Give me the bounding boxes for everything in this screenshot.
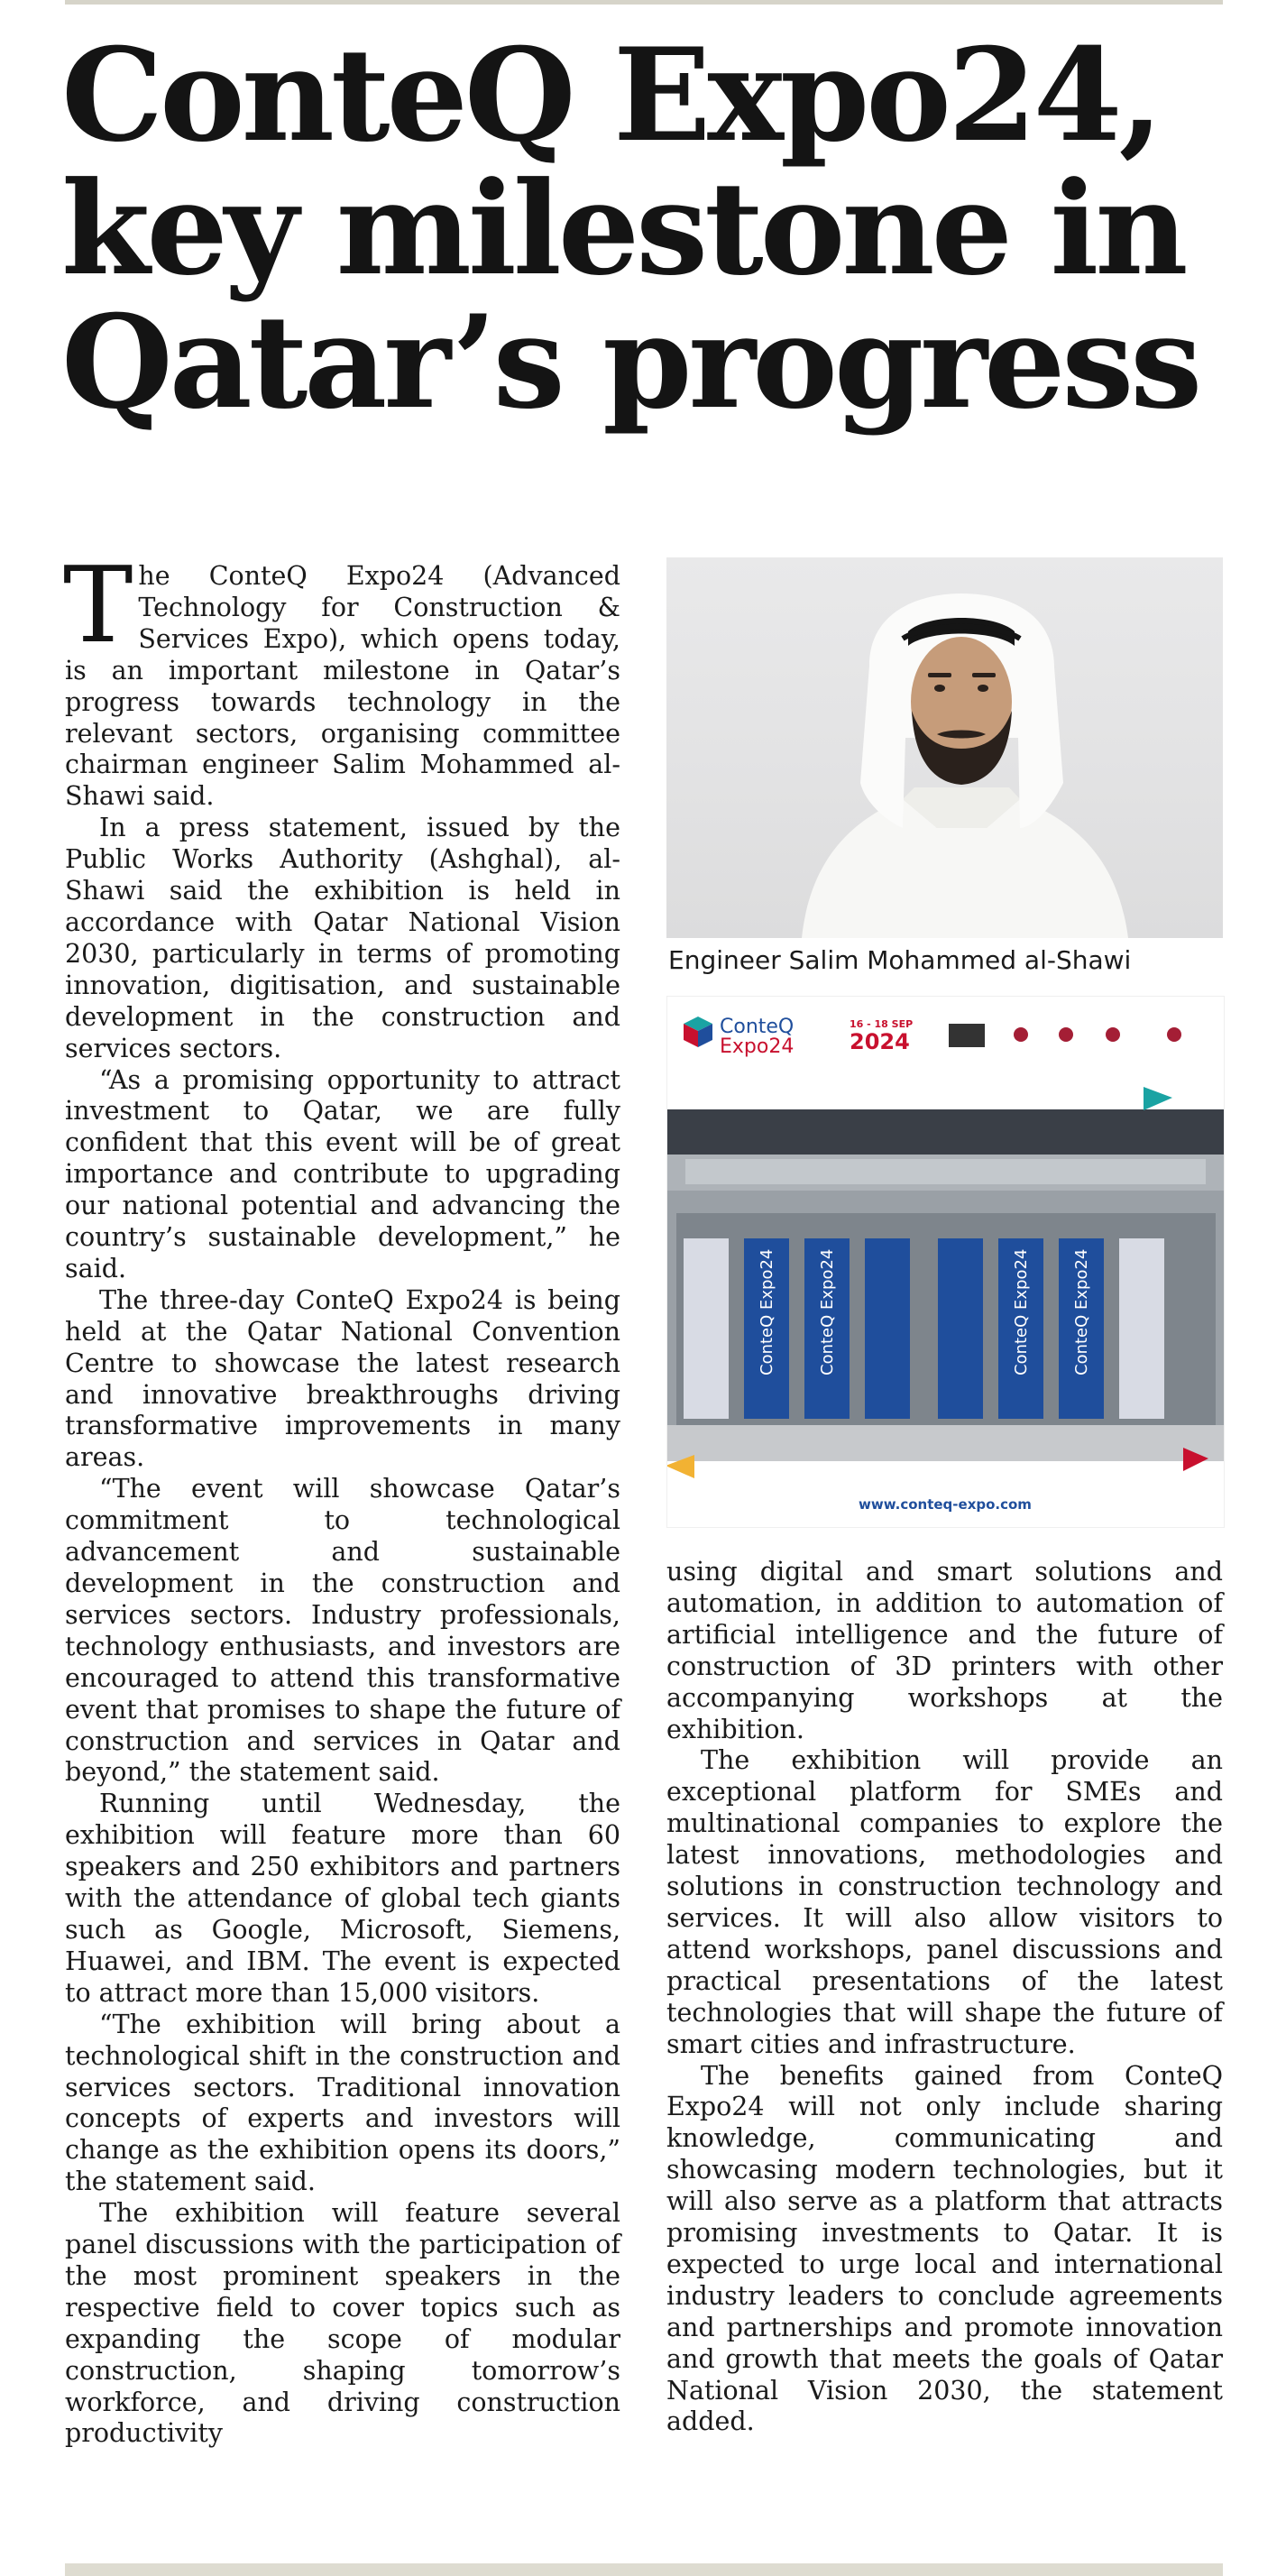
headline-line-1: ConteQ Expo24, [61, 21, 1160, 170]
article-paragraph: The benefits gained from ConteQ Expo24 will not only include sharing knowledge, communicating and showcasing modern technologies, but it will also serve as a platform that attracts promising investments to Qatar. It is expected to urge local and international industry leaders to conclude agreements and partnerships and promote innovation and growth that meets the goals of Qatar National Vision 2030, the statement added. [666, 2060, 1223, 2437]
article-column-left [63, 545, 620, 2450]
article-paragraph: The ConteQ Expo24 (Advanced Technology for Construction & Services Expo), which opens today, is an important milestone in Qatar’s progress towards technology in the relevant sectors, organising committee chairman engineer Salim Mohammed al-Shawi said. [63, 545, 620, 812]
poster-dates: 16 - 18 SEP [850, 1018, 914, 1030]
headline-line-2: key milestone in [61, 154, 1185, 304]
drop-cap: T [63, 545, 133, 667]
poster-year: 2024 [850, 1029, 910, 1054]
portrait-illustration [666, 557, 1223, 938]
article-paragraph: The exhibition will provide an exceptional platform for SMEs and multinational companies to explore the latest innovations, methodologies and solutions in construction technology and services. It will also allow visitors to attend workshops, panel discussions and practical presentations of the latest technologies that will shape the future of smart cities and infrastructure. [666, 1745, 1223, 2059]
logo-line-1: ConteQ [720, 1016, 795, 1038]
article-paragraph: In a press statement, issued by the Public Works Authority (Ashghal), al-Shawi said the exhibition is held in accordance with Qatar National Vision 2030, particularly in terms of promoting innovation, digitisation, and sustainable development in the construction and services sectors. [65, 813, 620, 1063]
banner-text: ConteQ Expo24 [1072, 1248, 1091, 1375]
poster-url: www.conteq-expo.com [859, 1496, 1032, 1513]
sponsor-logo [1167, 1027, 1181, 1042]
expo-logo-icon [684, 1017, 712, 1047]
article-paragraph: Running until Wednesday, the exhibition will feature more than 60 speakers and 250 exhibitors and partners with the attendance of global tech giants such as Google, Microsoft, Siemens, Huawei, and IBM. The event is expected to attract more than 15,000 visitors. [65, 1789, 620, 2008]
article-paragraph: “The event will showcase Qatar’s commitment to technological advancement and sustainable development in the construction and services sectors. Industry professionals, technology enthusiasts, and investors are encouraged to attend this transformative event that promises to shape the future of construction and services in Qatar and beyond,” the statement said. [65, 1474, 620, 1788]
photo-caption: Engineer Salim Mohammed al-Shawi [668, 945, 1132, 975]
article-paragraph: “As a promising opportunity to attract investment to Qatar, we are fully confident that this event will be of great importance and contribute to upgrading our national potential and advancing the country’s sustainable development,” he said. [65, 1064, 620, 1283]
top-rule [65, 0, 1223, 5]
article-paragraph: using digital and smart solutions and automation, in addition to automation of artificial intelligence and the future of construction of 3D printers with other accompanying workshops at the exhibition. [666, 1557, 1223, 1744]
banner-text: ConteQ Expo24 [758, 1248, 776, 1375]
expo-poster [666, 996, 1225, 1528]
headline [61, 21, 1234, 437]
sponsor-logo [1059, 1027, 1073, 1042]
article-paragraph: The three-day ConteQ Expo24 is being held at the Qatar National Convention Centre to showcase the latest research and innovative breakthroughs driving transformative improvements in many areas. [65, 1284, 620, 1473]
article-paragraph: “The exhibition will bring about a technological shift in the construction and services sectors. Traditional innovation concepts of experts and investors will change as the exhibition opens its doors,” the statement said. [65, 2009, 620, 2197]
arrow-decoration-teal [1144, 1087, 1172, 1110]
sponsor-logo [1106, 1027, 1120, 1042]
sponsor-logo [1014, 1027, 1028, 1042]
article-paragraph: The exhibition will feature several panel discussions with the participation of the most prominent speakers in the respective field to cover topics such as expanding the scope of modular construction, shaping tomorrow’s workforce, and driving construction productivity [65, 2198, 620, 2449]
sponsor-logo [949, 1024, 985, 1047]
logo-line-2: Expo24 [720, 1035, 795, 1058]
article-column-right [666, 1557, 1223, 2438]
portrait-photo [666, 557, 1223, 938]
bottom-rule [65, 2563, 1223, 2576]
headline-line-3: Qatar’s progress [61, 288, 1199, 437]
banner-text: ConteQ Expo24 [1012, 1248, 1031, 1375]
banner-text: ConteQ Expo24 [818, 1248, 837, 1375]
expo-poster-illustration [667, 997, 1224, 1527]
